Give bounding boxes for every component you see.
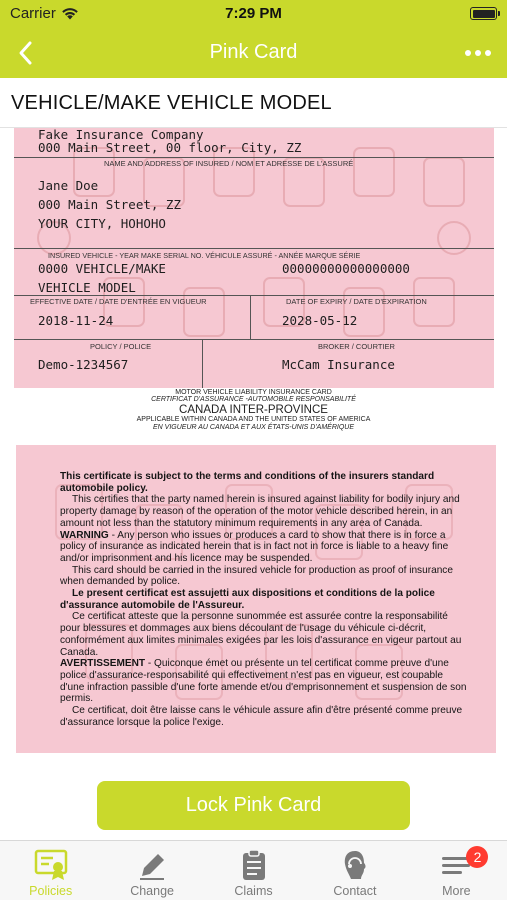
card-caption-fr: CERTIFICAT D'ASSURANCE -AUTOMOBILE RESPONSABILITÉ <box>151 396 356 403</box>
divider <box>14 295 494 296</box>
pink-card-back <box>16 445 496 753</box>
effective-date-label: EFFECTIVE DATE / DATE D'ENTRÉE EN VIGUEUR <box>30 297 207 306</box>
card-caption-en: MOTOR VEHICLE LIABILITY INSURANCE CARD <box>175 389 332 396</box>
divider <box>14 248 494 249</box>
tab-label: Contact <box>333 884 377 898</box>
terms-liability-fr: Ce certificat atteste que la personne sunommée est assurée contre la responsabilité pour blessures et dommages aux biens découlant de l'usage du véhicule ci-décrit, conformément aux limites minimales exigées par les lois d'assurance en vigeur partout au Canada. <box>60 611 462 658</box>
card-caption-province: CANADA INTER-PROVINCE <box>179 404 328 416</box>
notification-badge: 2 <box>466 846 488 868</box>
policy-number: Demo-1234567 <box>38 357 129 372</box>
vehicle-title: VEHICLE/MAKE VEHICLE MODEL <box>11 92 332 114</box>
vehicle-label: INSURED VEHICLE - YEAR MAKE SERIAL NO. VÉHICULE ASSURÉ - ANNÉE MARQUE SÉRIE <box>48 251 361 260</box>
pencil-icon <box>134 848 170 882</box>
divider <box>250 295 251 339</box>
lock-pink-card-button[interactable] <box>97 781 410 830</box>
tab-contact[interactable] <box>304 841 405 900</box>
effective-date: 2018-11-24 <box>38 313 114 328</box>
insurer-address: 000 Main Street, 00 floor, City, ZZ <box>38 140 302 155</box>
divider <box>14 157 494 158</box>
insured-city: YOUR CITY, HOHOHO <box>38 216 166 231</box>
terms-carry-fr: Ce certificat, doit être laisse cans le véhicule assure afin d'être présenté comme preuve d'assurance lorsque la police l'exige. <box>60 705 463 728</box>
page-title: Pink Card <box>209 41 298 63</box>
vehicle-header <box>0 78 507 128</box>
tab-label: Claims <box>234 884 273 898</box>
tab-change[interactable] <box>101 841 202 900</box>
insurer-name: Fake Insurance Company <box>38 128 204 142</box>
certificate-icon <box>33 848 69 882</box>
ellipsis-dot <box>485 50 491 56</box>
insured-street: 000 Main Street, ZZ <box>38 197 181 212</box>
terms-liability: This certifies that the party named herein is insured against liability for bodily injury and property damage by reason of the operation of the motor vehicle described herein, in an amount not less than the statutory minimum requirements in any area of Canada. <box>60 494 460 529</box>
tab-policies[interactable] <box>0 841 101 900</box>
tab-label: Policies <box>29 884 73 898</box>
insured-label: NAME AND ADDRESS OF INSURED / NOM ET ADRESSE DE L'ASSURÉ <box>104 159 354 168</box>
status-bar <box>0 0 507 28</box>
vehicle-serial: 00000000000000000 <box>282 261 410 276</box>
tab-bar <box>0 840 507 900</box>
tab-claims[interactable] <box>203 841 304 900</box>
warning-heading: WARNING <box>60 529 109 541</box>
ellipsis-dot <box>475 50 481 56</box>
warning-text-fr: - Quiconque émet ou présente un tel certificat comme preuve d'une police d'assurance-responsabilité qui effectivement n'est pas en vigueur, est coupable d'une infraction passible d'une forte amende et/ou d'emprisonnement et suspension de son permis. <box>60 658 467 705</box>
insured-name: Jane Doe <box>38 178 99 193</box>
divider <box>202 339 203 388</box>
expiry-date-label: DATE OF EXPIRY / DATE D'EXPIRATION <box>286 297 427 306</box>
terms-intro-fr: Le present certificat est assujetti aux dispositions et conditions de la police d'assurance automobile de l'Assureur. <box>60 588 435 611</box>
terms-carry: This card should be carried in the insured vehicle for production as proof of insurance when demanded by police. <box>60 564 453 588</box>
tab-more[interactable] <box>406 841 507 900</box>
more-options-button[interactable] <box>461 38 495 68</box>
tab-label: Change <box>130 884 174 898</box>
battery-icon <box>470 7 497 20</box>
warning-text: - Any person who issues or produces a card to show that there is in force a policy of insurance as indicated herein that is in fact not in force is liable to a heavy fine and/or imprisonment and his licence may be suspended. <box>60 529 449 564</box>
tab-label: More <box>442 884 471 898</box>
vehicle-model: VEHICLE MODEL <box>38 280 136 295</box>
card-caption-applicable-fr: EN VIGUEUR AU CANADA ET AUX ÉTATS-UNIS D'AMÉRIQUE <box>153 424 354 431</box>
broker-name: McCam Insurance <box>282 357 395 372</box>
pink-card-front <box>14 128 494 388</box>
status-time: 7:29 PM <box>225 5 282 22</box>
card-caption-applicable-en: APPLICABLE WITHIN CANADA AND THE UNITED STATES OF AMERICA <box>136 416 371 423</box>
clipboard-icon <box>236 848 272 882</box>
vehicle-make: 0000 VEHICLE/MAKE <box>38 261 166 276</box>
warning-heading-fr: AVERTISSEMENT <box>60 658 146 670</box>
navigation-bar <box>0 28 507 78</box>
lock-pink-card-label: Lock Pink Card <box>185 794 322 816</box>
ellipsis-dot <box>465 50 471 56</box>
expiry-date: 2028-05-12 <box>282 313 358 328</box>
broker-label: BROKER / COURTIER <box>318 342 395 351</box>
terms-text <box>60 471 468 728</box>
divider <box>14 339 494 340</box>
headset-icon <box>337 848 373 882</box>
terms-intro: This certificate is subject to the terms and conditions of the insurers standard automobile policy. <box>60 471 435 494</box>
policy-label: POLICY / POLICE <box>90 342 152 351</box>
carrier-label: Carrier <box>10 5 56 22</box>
